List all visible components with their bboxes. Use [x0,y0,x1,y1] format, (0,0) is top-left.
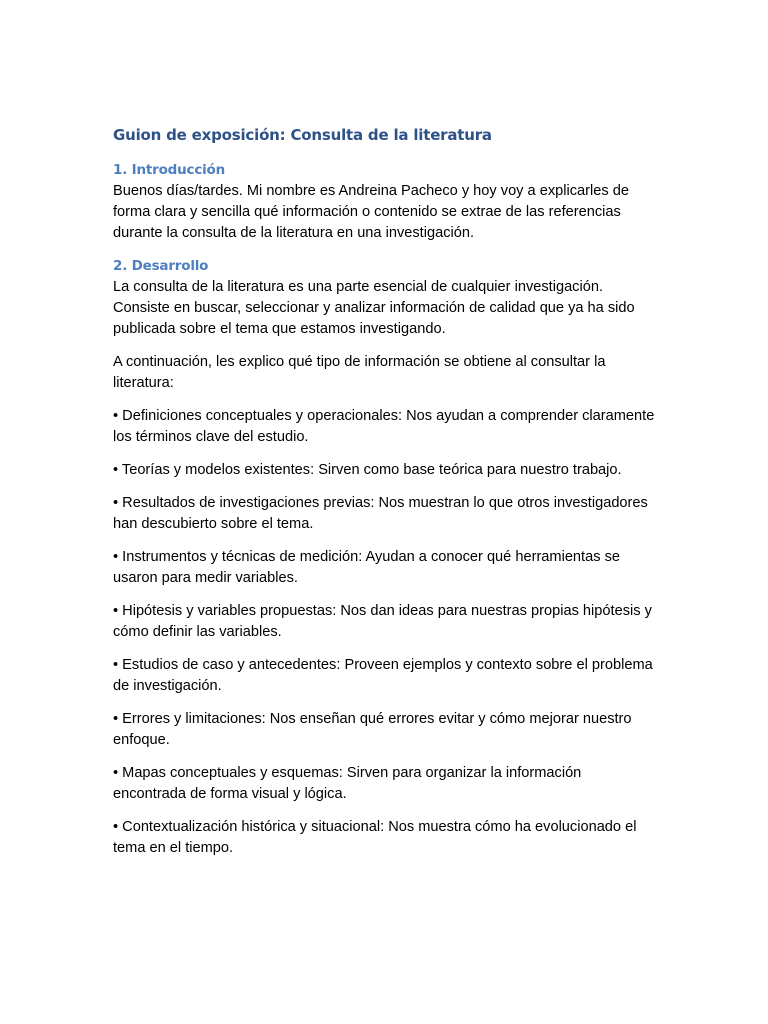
document-title: Guion de exposición: Consulta de la literatura [113,126,492,144]
bullet-item: • Contextualización histórica y situacional: Nos muestra cómo ha evolucionado el tema en el tiempo. [113,819,637,856]
bullet-item: • Resultados de investigaciones previas: Nos muestran lo que otros investigadores han descubierto sobre el tema. [113,495,648,532]
paragraph-desarrollo-1: La consulta de la literatura es una parte esencial de cualquier investigación. Consiste en buscar, seleccionar y analizar información de calidad que ya ha sido publicada sobre el tema que estamos investigando. [113,279,635,337]
bullet-item: • Definiciones conceptuales y operacionales: Nos ayudan a comprender claramente los términos clave del estudio. [113,408,655,445]
bullet-item: • Errores y limitaciones: Nos enseñan qué errores evitar y cómo mejorar nuestro enfoque. [113,711,632,748]
bullet-item: • Estudios de caso y antecedentes: Proveen ejemplos y contexto sobre el problema de investigación. [113,657,653,694]
document-body [113,124,658,871]
bullet-item: • Hipótesis y variables propuestas: Nos dan ideas para nuestras propias hipótesis y cómo definir las variables. [113,603,652,640]
section-heading-desarrollo: 2. Desarrollo [113,258,209,274]
bullet-item: • Instrumentos y técnicas de medición: Ayudan a conocer qué herramientas se usaron para medir variables. [113,549,620,586]
bullet-item: • Mapas conceptuales y esquemas: Sirven para organizar la información encontrada de forma visual y lógica. [113,765,582,802]
paragraph-desarrollo-2: A continuación, les explico qué tipo de información se obtiene al consultar la literatura: [113,354,606,391]
section-heading-introduccion: 1. Introducción [113,162,226,178]
bullet-item: • Teorías y modelos existentes: Sirven como base teórica para nuestro trabajo. [113,462,622,478]
paragraph-introduccion: Buenos días/tardes. Mi nombre es Andreina Pacheco y hoy voy a explicarles de forma clara y sencilla qué información o contenido se extrae de las referencias durante la consulta de la literatura en una investigación. [113,183,629,241]
